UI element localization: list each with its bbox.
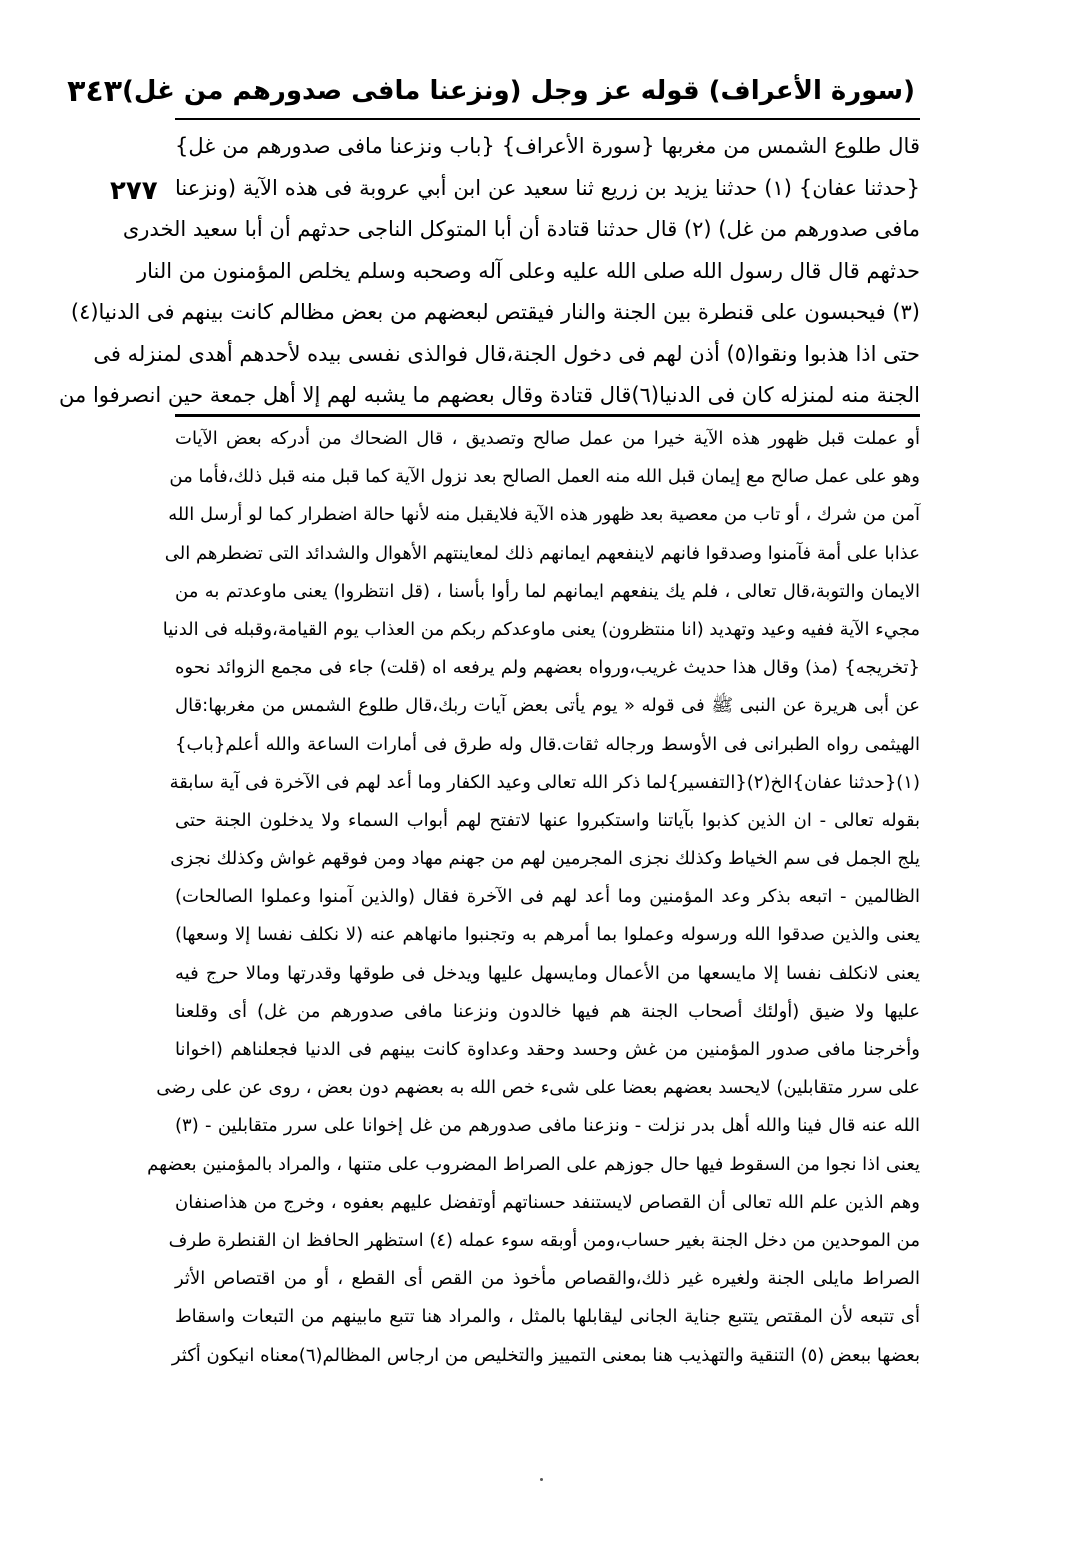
main-line: حدثهم قال قال رسول الله صلى الله عليه وعلى آله وصحبه وسلم يخلص المؤمنون من النار: [136, 258, 920, 283]
footnote-divider: [175, 414, 920, 417]
page-number: ٣٤٣: [67, 73, 123, 109]
note-line: بعضها ببعض (٥) التنقية والتهذيب هنا بمعنى التمييز والتخليص من ارجاس المظالم(٦)معناه انيكون أكثر: [171, 1344, 920, 1366]
note-line: أو عملت قبل ظهور هذه الآية خيرا من عمل صالح وتصديق ، قال الضحاك من أدركه بعض الآيات: [175, 428, 920, 449]
note-line: من الموحدين من دخل الجنة بغير حساب،ومن أوبقه سوء عمله (٤) استظهر الحافظ ان القنطرة طرف: [168, 1229, 920, 1251]
note-line: وأخرجنا مافى صدور المؤمنين من غش وحسد وحقد وعداوة كانت بينهم فى الدنيا فجعلناهم (اخوانا: [175, 1039, 920, 1060]
header-rule: [175, 118, 920, 120]
main-line: {حدثنا عفان} (١) حدثنا يزيد بن زريع ثنا سعيد عن ابن أبي عروبة فى هذه الآية (ونزعنا: [175, 175, 920, 200]
main-line: (٣) فيحبسون على قنطرة بين الجنة والنار فيقتص لبعضهم من بعض مظالم كانت بينهم فى الدنيا(٤): [70, 300, 920, 324]
note-line: وهم الذين علم الله تعالى أن القصاص لايستنفد حسناتهم أوتفضل عليهم بعفوه ، وخرج من هذاصنفان: [175, 1191, 920, 1213]
page-speck: [540, 1478, 543, 1481]
note-line: يعنى والذين صدقوا الله ورسوله وعملوا بما أمرهم به وتجنبوا مانهاهم عنه (لا نكلف نفسا إلا وسعها): [175, 924, 920, 946]
note-line: يلج الجمل فى سم الخياط وكذلك نجزى المجرمين لهم من جهنم مهاد ومن فوقهم غواش وكذلك نجزى: [170, 848, 920, 870]
margin-hadith-number: ٢٧٧: [110, 176, 158, 206]
note-line: أى تتبعه لأن المقتص يتتبع جناية الجانى ليقابلها بالمثل ، والمراد هنا تتبع مابينهم من التبعات واسقاط: [175, 1306, 920, 1328]
main-line: الجنة منه لمنزله كان فى الدنيا(٦)قال قتادة وقال بعضهم ما يشبه لهم إلا أهل جمعة حين انصرفوا من: [59, 383, 920, 407]
note-line: الايمان والتوبة،قال تعالى ، فلم يك ينفعهم ايمانهم لما رأوا بأسنا ، (قل انتظروا) يعنى ماوعدتم به من: [175, 580, 920, 602]
header-title: (سورة الأعراف) قوله عز وجل (ونزعنا مافى صدورهم من غل): [122, 76, 915, 106]
note-line: على سرر متقابلين) لايحسد بعضهم بعضا على شىء خص الله به بعضهم دون بعض ، روى عن على رضى: [156, 1077, 920, 1099]
note-line: عليها ولا ضيق (أولئك أصحاب الجنة هم فيها خالدون ونزعنا مافى صدورهم من غل) أى وقلعنا: [175, 1000, 920, 1022]
note-line: يعنى اذا نجوا من السقوط فيها حال جوزهم على الصراط المضروب على متنها ، والمراد بالمؤمنين بعضهم: [147, 1153, 920, 1175]
running-header: [67, 68, 915, 114]
note-line: وهو على عمل صالح مع إيمان قبل الله منه العمل الصالح بعد نزول الآية كما قبل منه قبل ذلك،فأما من: [169, 466, 920, 488]
note-line: الهيثمى رواه الطبرانى فى الأوسط ورجاله ثقات.قال وله طرق فى أمارات الساعة والله أعلم{باب}: [175, 733, 920, 755]
note-line: عذابا على أمة فآمنوا وصدقوا فانهم لاينفعهم ايمانهم ذلك لمعاينتهم الأهوال والشدائد التى تضطرهم الى: [164, 542, 920, 564]
note-line: مجيء الآية ففيه وعيد وتهديد (انا منتظرون) يعنى ماوعدكم ربكم من العذاب يوم القيامة،وقبله فى الدنيا: [162, 618, 920, 640]
note-line: الله عنه قال فينا والله أهل بدر نزلت - ونزعنا مافى صدورهم من غل إخوانا على سرر متقابلين - (٣): [175, 1115, 920, 1137]
note-line: الصراط مايلى الجنة ولغيره غير ذلك،والقصاص مأخوذ من القص أى القطع ، أو من اقتصاص الأثر: [175, 1268, 920, 1290]
main-line: مافى صدورهم من غل) (٢) قال حدثنا قتادة أن أبا المتوكل الناجى حدثهم أن أبا سعيد الخدرى: [122, 217, 920, 241]
main-line: قال طلوع الشمس من مغربها {سورة الأعراف} {باب ونزعنا مافى صدورهم من غل}: [175, 134, 920, 158]
note-line: {تخريجه} (مذ) وقال هذا حديث غريب،ورواه بعضهم ولم يرفعه اه (قلت) جاء فى مجمع الزوائد نحوه: [175, 657, 920, 679]
main-line: حتى اذا هذبوا ونقوا(٥) أذن لهم فى دخول الجنة،قال فوالذى نفسى بيده لأحدهم أهدى لمنزله فى: [93, 341, 920, 366]
note-line: الظالمين - اتبعه بذكر وعد المؤمنين وما أعد لهم فى الآخرة فقال (والذين آمنوا وعملوا الصالحات): [175, 886, 920, 908]
note-line: يعنى لانكلف نفسا إلا مايسعها من الأعمال ومايسهل عليها ويدخل فى طوقها وقدرتها ومالا حرج فيه: [175, 962, 920, 984]
note-line: (١){حدثنا عفان}الخ(٢){التفسير}لما ذكر الله تعالى وعيد الكفار وما أعد لهم فى الآخرة فى آية سابقة: [169, 771, 920, 793]
footnotes-block: [147, 420, 920, 1375]
note-line: بقوله تعالى - ان الذين كذبوا بآياتنا واستكبروا عنها لاتفتح لهم أبواب السماء ولا يدخلون الجنة حتى: [175, 809, 920, 831]
note-line: آمن من شرك ، أو تاب من معصية بعد ظهور هذه الآية فلايقبل منه لأنها حالة اضطرار كما لو أرسل الله: [168, 504, 920, 526]
note-line: عن أبى هريرة عن النبى ﷺ فى قوله « يوم يأتى بعض آيات ربك،قال طلوع الشمس من مغربها:قال: [175, 695, 920, 717]
